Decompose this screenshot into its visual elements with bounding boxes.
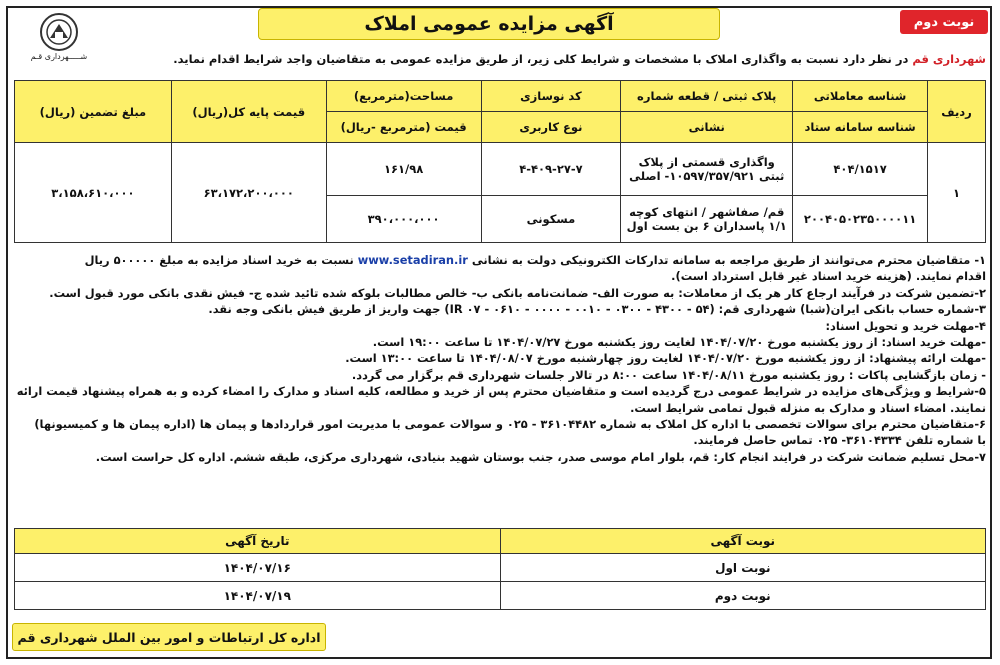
cell-plaque: واگذاری قسمتی از پلاک ثبتی ۱۰۵۹۷/۳۵۷/۹۲۱- اصلی xyxy=(621,143,793,196)
col-header-round: نوبت آگهی xyxy=(500,529,985,554)
cell-address: قم/ صفاشهر / انتهای کوچه ۱/۱ پاسداران ۶ بن بست اول xyxy=(621,196,793,243)
cell-round: نوبت دوم xyxy=(500,582,985,610)
clause-line: با شماره تلفن ۳۶۱۰۴۳۳۴- ۰۲۵ تماس حاصل فرمایند. xyxy=(693,433,986,448)
clause-line: اقدام نمایند. (هزینه خرید اسناد غیر قابل استرداد است). xyxy=(671,269,986,284)
clause-line: ۴-مهلت خرید و تحویل اسناد: xyxy=(825,318,986,333)
cell-base-price: ۶۳،۱۷۲،۲۰۰،۰۰۰ xyxy=(171,143,326,243)
intro-org: شهرداری قم xyxy=(912,52,986,66)
footer-office: اداره کل ارتباطات و امور بین الملل شهرداری قم xyxy=(12,623,326,651)
terms-list xyxy=(14,252,986,465)
clause-line: نمایند. امضاء اسناد و مدارک به منزله قبول تمامی شرایط است. xyxy=(630,400,986,415)
notice-title: آگهی مزایده عمومی املاک xyxy=(258,8,720,40)
col-header-area: مساحت(مترمربع) xyxy=(326,81,481,112)
col-header-setad-id: شناسه سامانه ستاد xyxy=(793,112,928,143)
col-header-base-price: قیمت پایه کل(ریال) xyxy=(171,81,326,143)
col-header-deal-id: شناسه معاملاتی xyxy=(793,81,928,112)
clause-line: - زمان بازگشایی پاکات : روز یکشنبه مورخ ۱۴۰۴/۰۸/۱۱ ساعت ۸:۰۰ در تالار جلسات شهرداری قم برگزار می گردد. xyxy=(351,367,986,382)
clause-line: ۳-شماره حساب بانکی ایران(شبا) شهرداری قم: (۵۴ - ۴۳۰۰ - ۰۳۰۰ - ۰۰۱۰ - ۰۰۰۰ - ۰۶۱۰ - IR ۰۷) جهت واریز از طریق فیش بانکی وجه نقد. xyxy=(208,302,986,317)
cell-unit-price: ۳۹۰،۰۰۰،۰۰۰ xyxy=(326,196,481,243)
clause-line: ۵-شرایط و ویژگی‌های مزایده در شرایط عمومی درج گردیده است و متقاضیان محترم پس از خرید و مطالعه، کلیه اسناد و مدارک را امضاء کرده و به همراه پیشنهاد قیمت ارائه xyxy=(16,384,986,399)
setad-link[interactable]: www.setadiran.ir xyxy=(357,253,468,267)
col-header-renewal-code: کد نوسازی xyxy=(481,81,621,112)
col-header-date: تاریخ آگهی xyxy=(15,529,501,554)
clause-line: ۲-تضمین شرکت در فرآیند ارجاع کار هر یک از معاملات: به صورت الف- ضمانت‌نامه بانکی ب- خالص مطالبات بلوکه شده تائید شده ج- فیش نقدی بانکی مورد قبول است. xyxy=(49,285,986,300)
col-header-plaque: پلاک ثبتی / قطعه شماره xyxy=(621,81,793,112)
intro-text: در نظر دارد نسبت به واگذاری املاک با مشخصات و شرایط کلی زیر، از طریق مزایده عمومی به متقاضیان واجد شرایط اقدام نماید. xyxy=(173,52,913,66)
col-header-usage: نوع کاربری xyxy=(481,112,621,143)
cell-index: ۱ xyxy=(928,143,986,243)
clause-line: ۷-محل تسلیم ضمانت شرکت در فرایند انجام کار: قم، بلوار امام موسی صدر، جنب بوستان شهید بنیادی، شهرداری مرکزی، طبقه ششم. اداره کل حراست است. xyxy=(95,449,986,464)
clause-line: ۱- متقاضیان محترم می‌توانند از طریق مراجعه به سامانه تدارکات الکترونیکی دولت به نشانی www.setadiran.ir نسبت به خرید اسناد مزایده به مبلغ ۵۰۰۰۰۰ ریال xyxy=(84,253,986,267)
cell-area: ۱۶۱/۹۸ xyxy=(326,143,481,196)
table-row xyxy=(15,554,986,582)
col-header-index: ردیف xyxy=(928,81,986,143)
clause-line: -مهلت ارائه پیشنهاد: از روز یکشنبه مورخ ۱۴۰۴/۰۷/۲۰ لغایت روز چهارشنبه مورخ ۱۴۰۴/۰۸/۰۷ تا ساعت ۱۳:۰۰ است. xyxy=(345,351,986,366)
cell-guarantee: ۳،۱۵۸،۶۱۰،۰۰۰ xyxy=(15,143,172,243)
cell-round: نوبت اول xyxy=(500,554,985,582)
publication-dates-table xyxy=(14,528,986,610)
cell-date: ۱۴۰۴/۰۷/۱۶ xyxy=(15,554,501,582)
cell-date: ۱۴۰۴/۰۷/۱۹ xyxy=(15,582,501,610)
property-table xyxy=(14,80,986,243)
col-header-address: نشانی xyxy=(621,112,793,143)
cell-deal-id: ۴۰۴/۱۵۱۷ xyxy=(793,143,928,196)
clause-line: -مهلت خرید اسناد: از روز یکشنبه مورخ ۱۴۰۴/۰۷/۲۰ لغایت روز یکشنبه مورخ ۱۴۰۴/۰۷/۲۷ تا ساعت ۱۹:۰۰ است. xyxy=(372,335,986,350)
round-badge: نوبت دوم xyxy=(900,10,988,34)
clause-line: ۶-متقاضیان محترم برای سوالات تخصصی با اداره کل املاک به شماره ۳۶۱۰۴۴۸۲ - ۰۲۵ و سوالات عمومی با مدیریت امور قراردادها و پیمان ها (اداره پیمان ها و کمیسیونها) xyxy=(34,417,986,432)
table-row xyxy=(15,582,986,610)
logo-text: شـــــهرداری قـم xyxy=(30,52,88,61)
cell-renewal-code: ۴-۴۰۹-۲۷-۷ xyxy=(481,143,621,196)
intro-paragraph xyxy=(26,52,986,66)
col-header-unit-price: قیمت (مترمربع -ریال) xyxy=(326,112,481,143)
col-header-guarantee: مبلغ تضمین (ریال) xyxy=(15,81,172,143)
table-row xyxy=(15,143,986,196)
cell-usage: مسکونی xyxy=(481,196,621,243)
cell-setad-id: ۲۰۰۴۰۵۰۲۳۵۰۰۰۰۱۱ xyxy=(793,196,928,243)
